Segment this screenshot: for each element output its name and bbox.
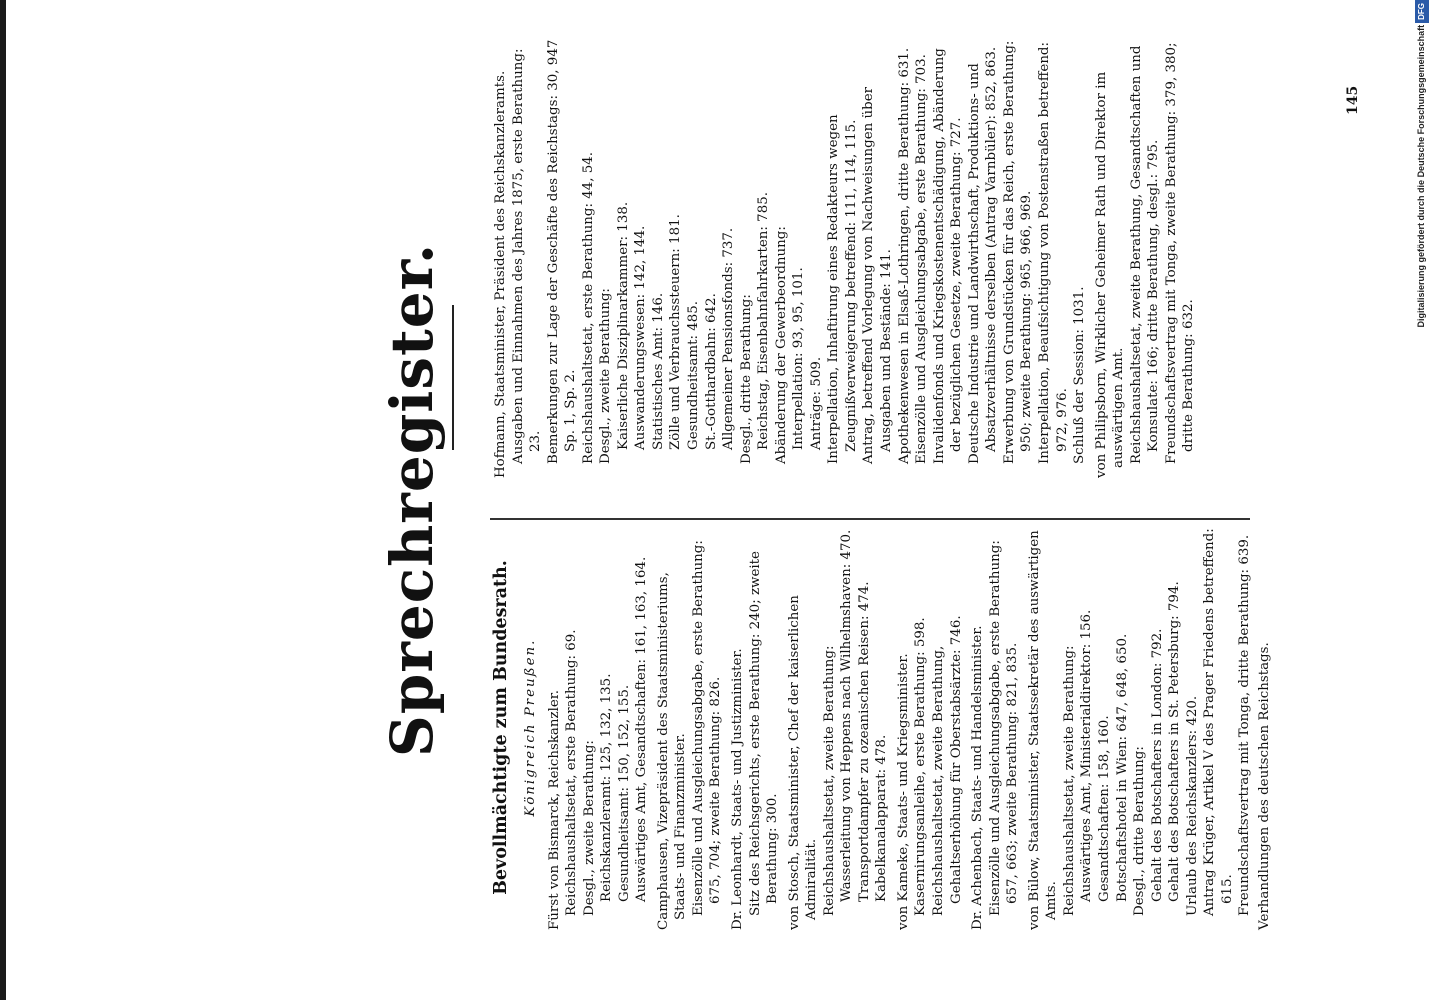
register-entry: Urlaub des Reichskanzlers: 420. (1184, 695, 1200, 916)
register-entry: Erwerbung von Grundstücken für das Reich, erste Berathung: 950; zweite Berathung: 965, 966, 969. (1001, 40, 1035, 464)
register-entry: Desgl., dritte Berathung: (1132, 746, 1148, 916)
left-column (488, 525, 1273, 930)
register-entry: Statistisches Amt: 146. (650, 292, 666, 450)
register-entry: Kasernirungsanleihe, erste Berathung: 598. (913, 617, 929, 916)
register-entry: Reichshaushaltsetat, erste Berathung: 69. (564, 629, 580, 916)
register-entry: Bemerkungen zur Lage der Geschäfte des Reichstags: 30, 947 Sp. 1, Sp. 2. (545, 39, 579, 464)
register-entry: Desgl., dritte Berathung: (738, 294, 754, 464)
right-column (488, 38, 1198, 478)
register-entry: Interpellation: 93, 95, 101. (791, 267, 807, 450)
page-number: 145 (1345, 85, 1361, 115)
register-entry: Auswanderungswesen: 142, 144. (633, 225, 649, 450)
speaker-name: Dr. Achenbach, Staats- und Handelsminister. (970, 625, 986, 930)
register-entry: Invalidenfonds und Kriegskostenentschädigung, Abänderung der bezüglichen Gesetze, zweite Berathung: 727. (931, 48, 965, 464)
register-entry: Antrag Krüger, Artikel V des Prager Friedens betreffend: 615. (1202, 528, 1235, 916)
speaker-name: Fürst von Bismarck, Reichskanzler. (546, 690, 562, 930)
register-entry: Allgemeiner Pensionsfonds: 737. (721, 227, 737, 450)
register-entry: Auswärtiges Amt, Gesandtschaften: 161, 163, 164. (634, 556, 650, 902)
speaker-name: von Bülow, Staatsminister, Staatssekretär des auswärtigen Amts. (1026, 530, 1060, 930)
digitization-text: Digitalisierung gefördert durch die Deutsche Forschungsgemeinschaft (1416, 24, 1426, 328)
section-subheading: Königreich Preußen. (523, 638, 538, 817)
register-entry: Freundschaftsvertrag mit Tonga, zweite Berathung: 379, 380; dritte Berathung: 632. (1163, 42, 1197, 464)
digitization-sidebar (1414, 0, 1428, 1000)
speaker-name: von Stosch, Staatsminister, Chef der kaiserlichen Admiralität. (786, 595, 820, 930)
register-entry: Reichshaushaltsetat, zweite Berathung: (821, 645, 837, 916)
register-entry: Ausgaben und Einnahmen des Jahres 1875, erste Berathung: 23. (510, 48, 544, 464)
register-entry: Reichshaushaltsetat, erste Berathung: 44, 54. (580, 151, 596, 464)
register-entry: Reichstag, Eisenbahnfahrkarten: 785. (756, 192, 772, 450)
register-entry: Antrag, betreffend Vorlegung von Nachweisungen über Ausgaben und Bestände: 141. (861, 86, 895, 464)
register-entry: Kaiserliche Disziplinarkammer: 138. (615, 201, 631, 450)
register-entry: Eisenzölle und Ausgleichungsabgabe, erste Berathung: 657, 663; zweite Berathung: 821, 835. (987, 540, 1021, 916)
footer-note: Verhandlungen des deutschen Reichstags. (1256, 642, 1272, 930)
register-entry: Anträge: 509. (808, 356, 824, 450)
register-entry: Gehalt des Botschafters in London: 792. (1149, 628, 1165, 902)
register-entry: Abänderung der Gewerbeordnung: (773, 226, 789, 464)
dfg-logo: DFG (1415, 0, 1429, 23)
column-divider (490, 518, 1250, 520)
register-entry: Freundschaftsvertrag mit Tonga, dritte Berathung: 639. (1237, 534, 1253, 916)
register-entry: Reichskanzleramt: 125, 132, 135. (599, 673, 615, 902)
register-entry: Sitz des Reichsgerichts, erste Berathung: 240; zweite Berathung: 300. (747, 551, 781, 916)
register-entry: Gesundheitsamt: 485. (686, 300, 702, 450)
register-entry: Schluß der Session: 1031. (1072, 286, 1088, 464)
register-entry: Kabelkanalapparat: 478. (874, 734, 890, 902)
speaker-name: Dr. Leonhardt, Staats- und Justizminister. (730, 648, 746, 930)
speaker-name: Camphausen, Vizepräsident des Staatsministeriums, Staats- und Finanzminister. (655, 572, 689, 930)
register-entry: Wasserleitung von Heppens nach Wilhelmshaven: 470. (839, 529, 855, 902)
register-entry: Reichshaushaltsetat, zweite Berathung: (1061, 645, 1077, 916)
register-entry: Reichshaushaltsetat, zweite Berathung, Gehaltserhöhung für Oberstabsärzte: 746. (931, 615, 964, 916)
register-entry: Reichshaushaltsetat, zweite Berathung, Gesandtschaften und Konsulate: 166; dritte Berathung, desgl.: 795. (1128, 45, 1162, 464)
register-entry: Eisenzölle und Ausgleichungsabgabe, erste Berathung: 675, 704; zweite Berathung: 826. (690, 540, 724, 916)
register-entry: Auswärtiges Amt, Ministerialdirektor: 156. (1079, 609, 1095, 902)
register-entry: Desgl., zweite Berathung: (581, 740, 597, 916)
register-entry: Interpellation, Beaufsichtigung von Postenstraßen betreffend: 972, 976. (1036, 41, 1070, 464)
register-entry: Gesundheitsamt: 150, 152, 155. (616, 684, 632, 902)
register-entry: Gesandtschaften: 158, 160. (1096, 715, 1112, 902)
register-entry: St.-Gotthardbahn: 642. (703, 293, 719, 450)
register-entry: Deutsche Industrie und Landwirthschaft, Produktions- und Absatzverhältnisse derselben (Antrag Varnbüler): 852, 863. (966, 46, 1000, 464)
register-entry: Botschaftshotel in Wien: 647, 648, 650. (1114, 633, 1130, 902)
section-heading: Bevollmächtigte zum Bundesrath. (491, 560, 511, 895)
speaker-name: Hofmann, Staatsminister, Präsident des Reichskanzleramts. (493, 70, 508, 478)
page-title: Sprechregister. (378, 242, 446, 758)
digitization-note (1414, 0, 1428, 1000)
register-entry: Gehalt des Botschafters in St. Petersburg: 794. (1167, 581, 1183, 902)
register-entry: Eisenzölle und Ausgleichungsabgabe, erste Berathung: 703. (914, 54, 930, 464)
speaker-name: von Kameke, Staats- und Kriegsminister. (895, 653, 911, 930)
register-entry: Apothekenwesen in Elsaß-Lothringen, dritte Berathung: 631. (896, 47, 912, 464)
register-entry: Interpellation, Inhaftirung eines Redakteurs wegen Zeugnißverweigerung betreffend: 111, 114, 115. (826, 114, 859, 464)
register-entry: Zölle und Verbrauchssteuern: 181. (668, 214, 684, 450)
register-entry: Transportdampfer zu ozeanischen Reisen: 474. (856, 581, 872, 902)
title-rule (452, 305, 454, 450)
speaker-name: von Philipsborn, Wirklicher Geheimer Rath und Direktor im auswärtigen Amt. (1093, 71, 1127, 478)
register-entry: Desgl., zweite Berathung: (598, 288, 614, 464)
